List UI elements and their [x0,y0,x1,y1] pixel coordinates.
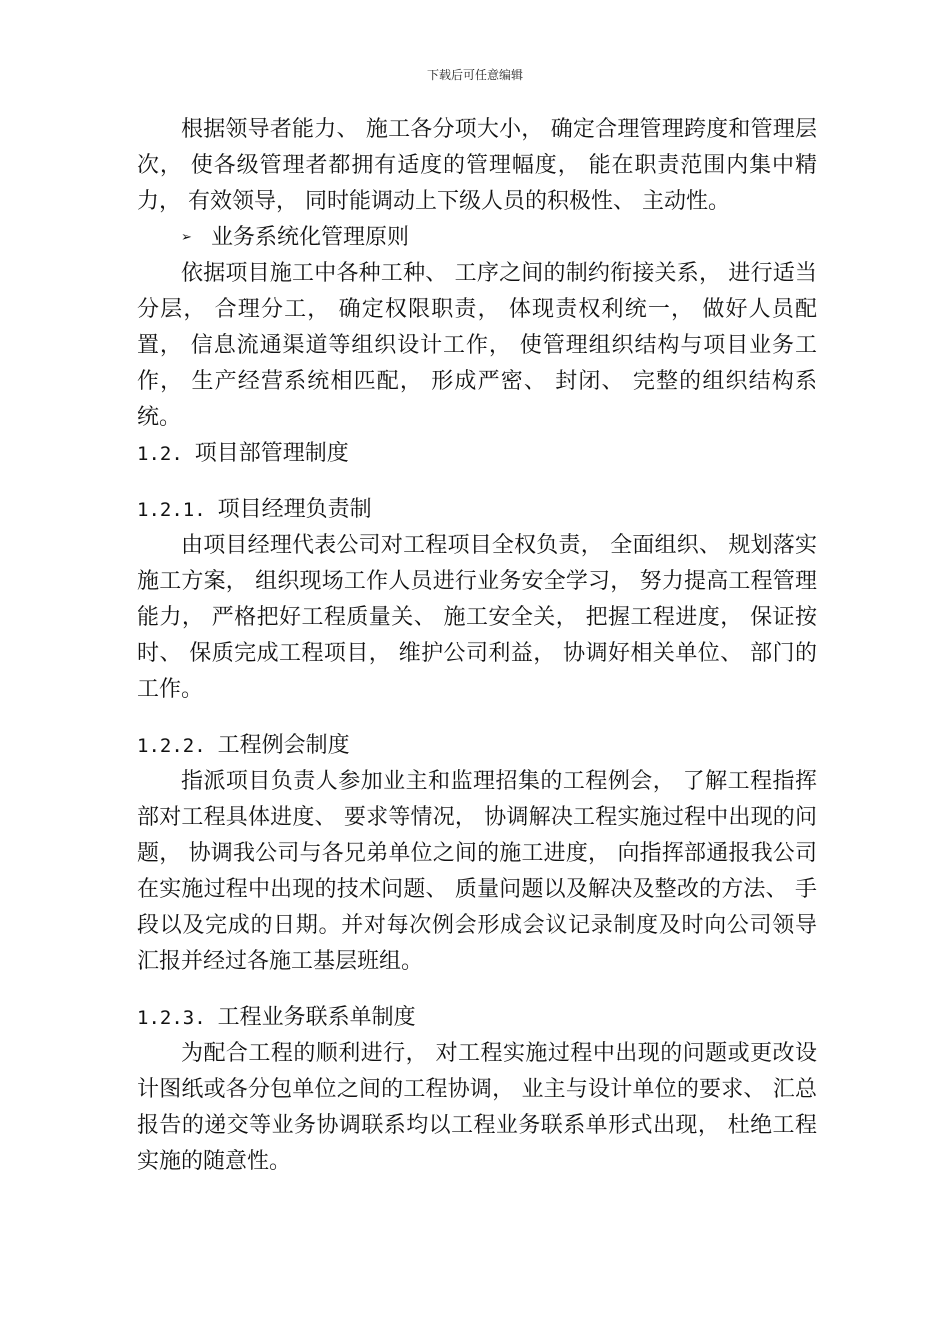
section-title: 工程例会制度 [217,733,350,758]
header-note: 下载后可任意编辑 [426,68,523,82]
paragraph-systematic-management: 依据项目施工中各种工种、 工序之间的制约衔接关系， 进行适当分层， 合理分工， 确定权限职责， 体现责权利统一， 做好人员配置， 信息流通渠道等组织设计工作， 使管理组织结构与项目业务工作， 生产经营系统相匹配， 形成严密、 封闭、 完整的组织结构系统。 [137,261,817,430]
arrow-bullet-icon: ➢ [181,230,192,245]
section-number: 1.2.1. [137,499,206,521]
section-heading-1-2-2 [137,728,817,764]
section-title: 项目部管理制度 [194,441,349,466]
paragraph-span-of-control: 根据领导者能力、 施工各分项大小， 确定合理管理跨度和管理层次， 使各级管理者都拥有适度的管理幅度， 能在职责范围内集中精力， 有效领导， 同时能调动上下级人员的积极性、 主动性。 [137,117,817,214]
section-number: 1.2.2. [137,735,206,757]
section-title: 工程业务联系单制度 [217,1005,416,1030]
section-number: 1.2. [137,443,183,465]
bullet-text: 业务系统化管理原则 [211,225,410,250]
paragraph-project-meeting: 指派项目负责人参加业主和监理招集的工程例会， 了解工程指挥部对工程具体进度、 要求等情况， 协调解决工程实施过程中出现的问题， 协调我公司与各兄弟单位之间的施工进度， 向指挥部通报我公司在实施过程中出现的技术问题、 质量问题以及解决及整改的方法、 手段以及完成的日期。并对每次例会形成会议记录制度及时向公司领导汇报并经过各施工基层班组。 [137,769,817,974]
section-heading-1-2 [137,436,817,472]
document-body [137,112,817,1180]
paragraph-contact-sheet: 为配合工程的顺利进行， 对工程实施过程中出现的问题或更改设计图纸或各分包单位之间的工程协调， 业主与设计单位的要求、 汇总报告的递交等业务协调联系均以工程业务联系单形式出现， 杜绝工程实施的随意性。 [137,1041,817,1174]
section-heading-1-2-3 [137,1000,817,1036]
bullet-item [137,220,817,256]
section-heading-1-2-1 [137,492,817,528]
section-title: 项目经理负责制 [217,497,372,522]
paragraph-project-manager: 由项目经理代表公司对工程项目全权负责， 全面组织、 规划落实施工方案， 组织现场工作人员进行业务安全学习， 努力提高工程管理能力， 严格把好工程质量关、 施工安全关， 把握工程进度， 保证按时、 保质完成工程项目， 维护公司利益， 协调好相关单位、 部门的工作。 [137,533,817,702]
section-number: 1.2.3. [137,1007,206,1029]
